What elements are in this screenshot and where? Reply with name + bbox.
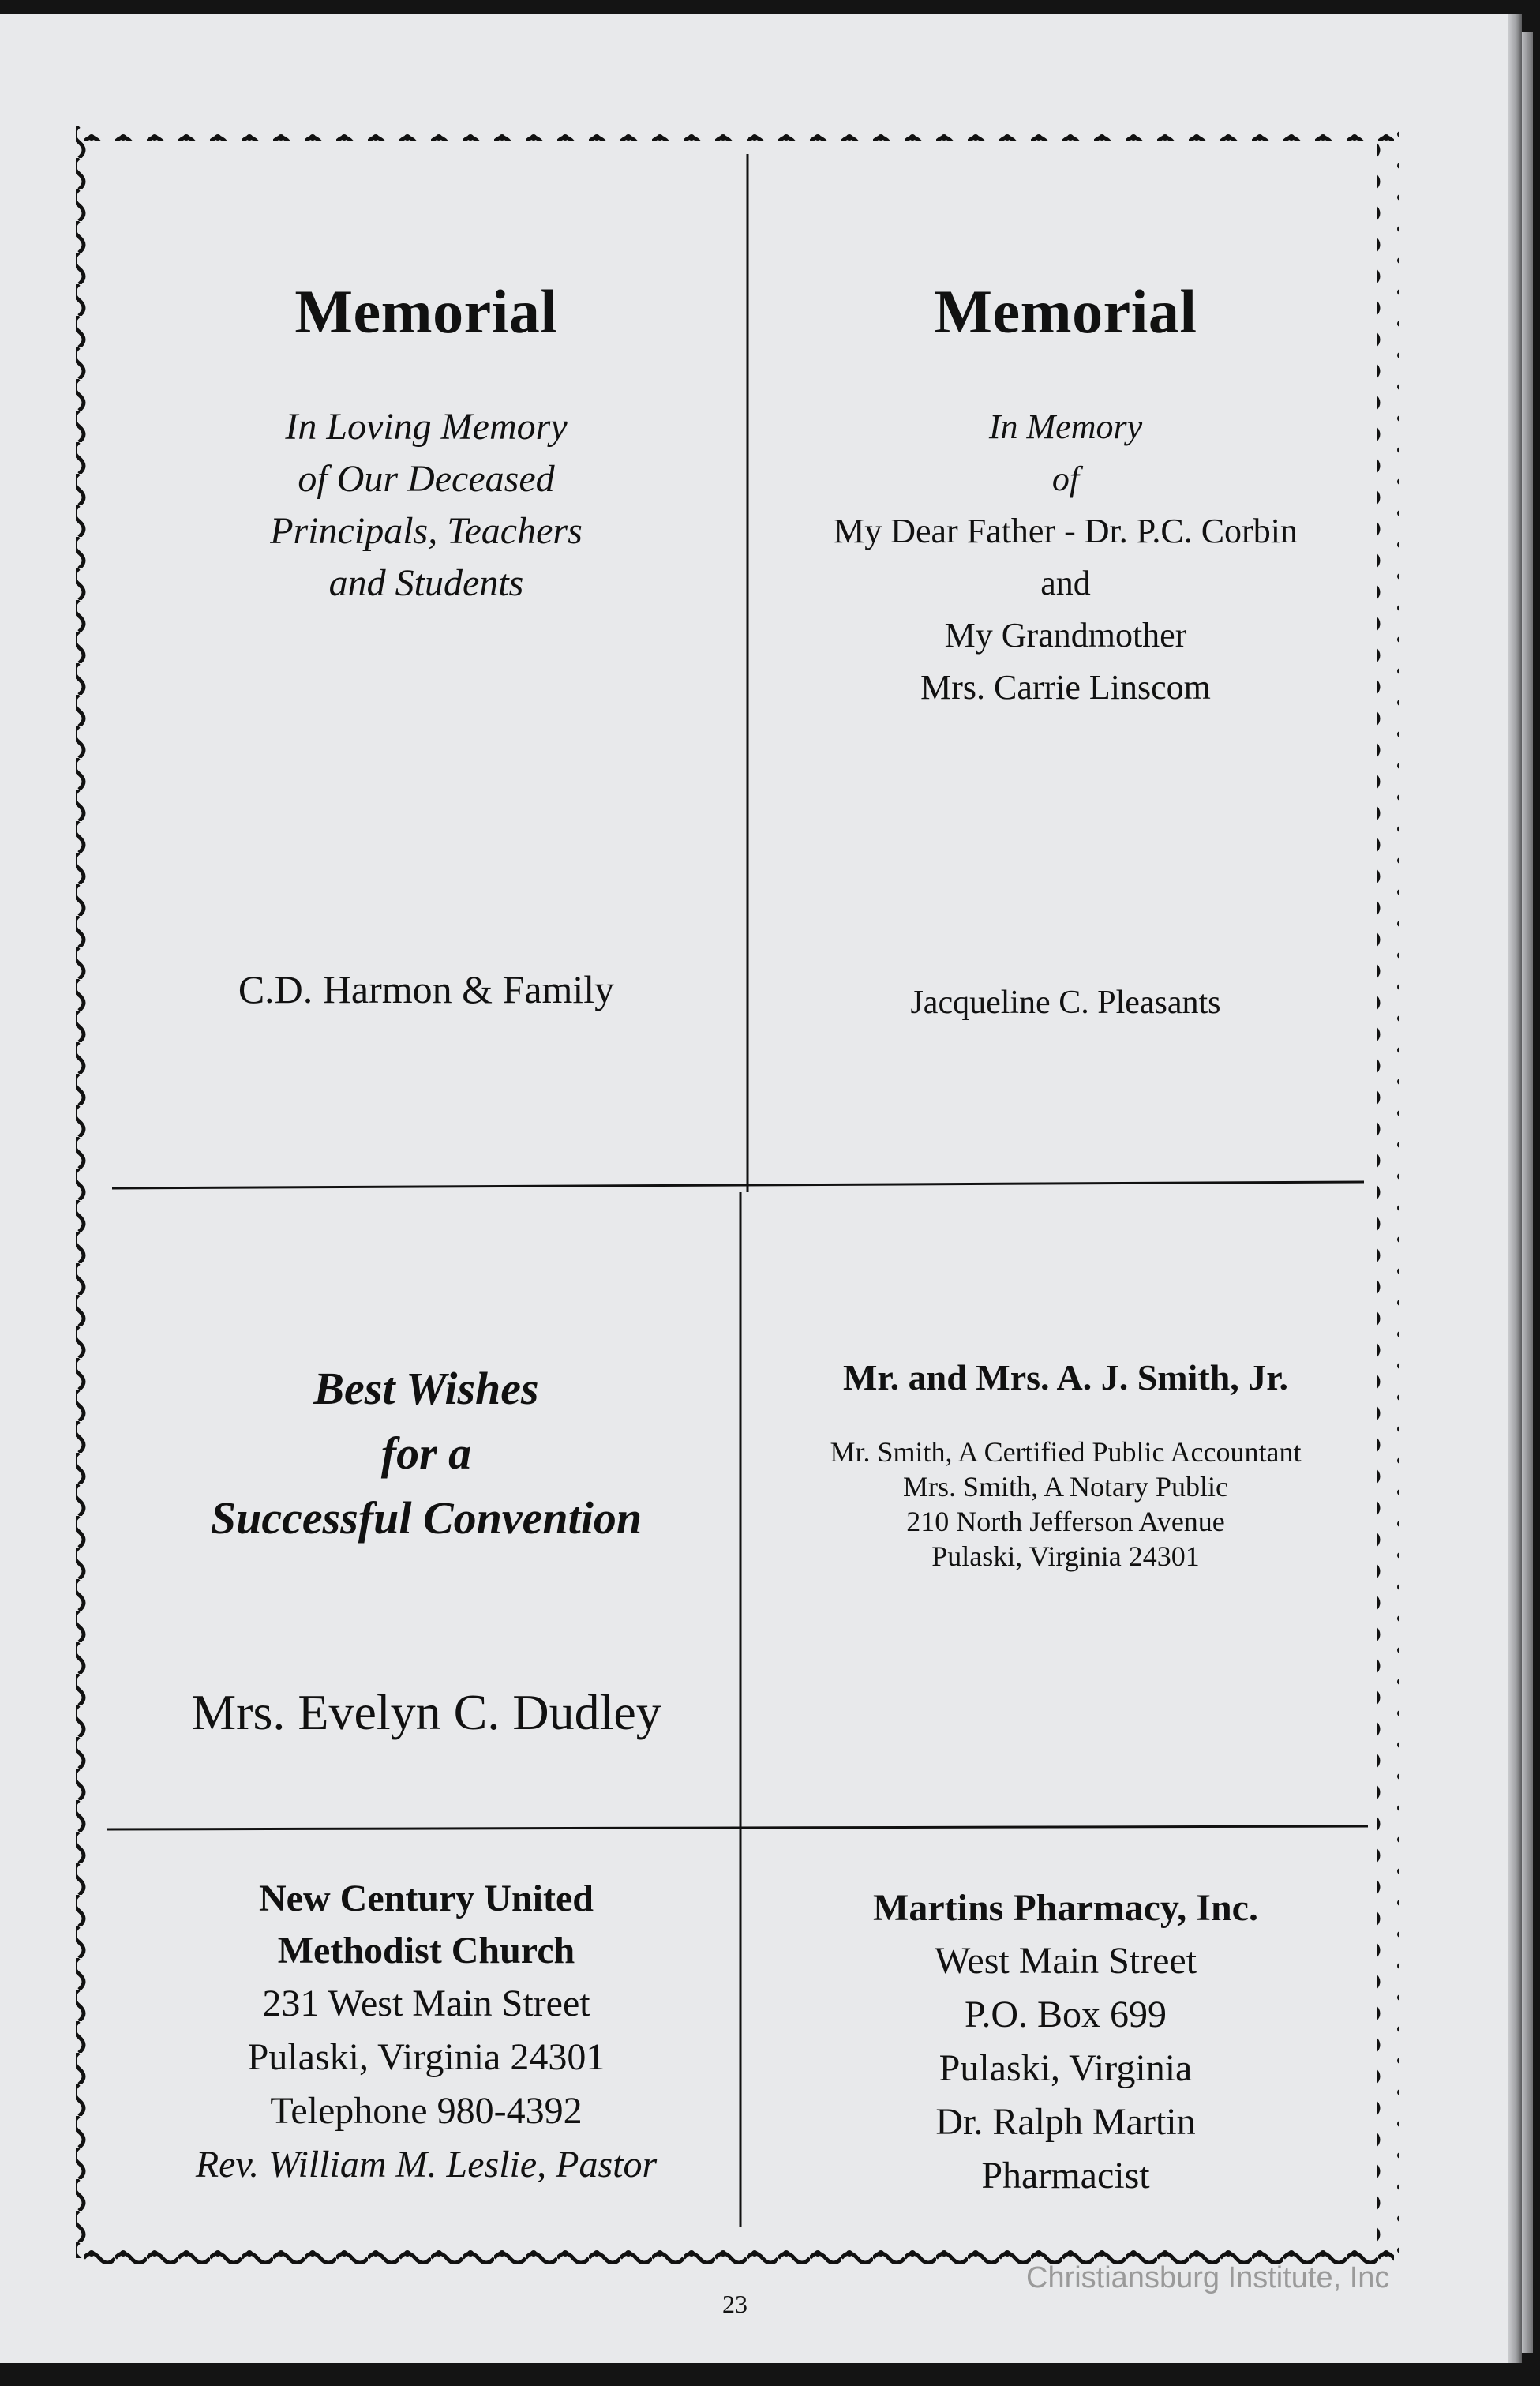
memorial-line: In Memory bbox=[988, 407, 1143, 446]
ad-line: Mr. Smith, A Certified Public Accountant bbox=[830, 1436, 1302, 1468]
memorial-line: In Loving Memory bbox=[285, 406, 568, 448]
wishes-line: Best Wishes bbox=[313, 1363, 539, 1414]
memorial-line: and Students bbox=[328, 562, 524, 604]
church-line: 231 West Main Street bbox=[262, 1983, 590, 2024]
ad-line: 210 North Jefferson Avenue bbox=[906, 1506, 1225, 1537]
pharmacy-line: Pharmacist bbox=[981, 2155, 1150, 2197]
memorial-line: of bbox=[1051, 460, 1080, 498]
heading: Memorial bbox=[294, 277, 558, 346]
pharmacy-ad bbox=[758, 1882, 1373, 2203]
divider-horizontal-2 bbox=[107, 1826, 1368, 1829]
church-name: New Century United bbox=[259, 1878, 594, 1919]
memorial-line: My Dear Father - Dr. P.C. Corbin bbox=[834, 512, 1298, 550]
pharmacy-line: West Main Street bbox=[934, 1940, 1197, 1982]
border-right bbox=[1377, 126, 1399, 2258]
church-name: Methodist Church bbox=[277, 1930, 575, 1971]
memorial-line: Mrs. Carrie Linscom bbox=[920, 668, 1211, 707]
wishes-line: for a bbox=[380, 1427, 472, 1479]
pastor-line: Rev. William M. Leslie, Pastor bbox=[195, 2144, 658, 2185]
heading: Memorial bbox=[934, 277, 1197, 346]
border-left bbox=[76, 126, 98, 2258]
memorial-line: and bbox=[1040, 564, 1091, 602]
memorial-line: of Our Deceased bbox=[298, 458, 555, 500]
pharmacy-line: Dr. Ralph Martin bbox=[935, 2101, 1196, 2143]
smith-ad bbox=[758, 1356, 1373, 1574]
memorial-line: Principals, Teachers bbox=[270, 510, 583, 552]
pharmacy-line: Pulaski, Virginia bbox=[939, 2047, 1193, 2089]
ad-line: Mrs. Smith, A Notary Public bbox=[902, 1471, 1229, 1503]
page-number: 23 bbox=[722, 2290, 748, 2318]
memorial-line: My Grandmother bbox=[944, 616, 1187, 655]
signature: C.D. Harmon & Family bbox=[238, 967, 615, 1011]
memorial-harmon bbox=[118, 276, 734, 1012]
watermark: Christiansburg Institute, Inc bbox=[1026, 2261, 1390, 2294]
signature: Jacqueline C. Pleasants bbox=[910, 985, 1221, 1021]
church-line: Telephone 980-4392 bbox=[270, 2090, 583, 2132]
heading: Mr. and Mrs. A. J. Smith, Jr. bbox=[843, 1357, 1288, 1397]
wishes-line: Successful Convention bbox=[210, 1492, 643, 1544]
signature: Mrs. Evelyn C. Dudley bbox=[191, 1684, 661, 1740]
church-ad bbox=[118, 1873, 734, 2192]
divider-horizontal-1 bbox=[112, 1182, 1364, 1188]
memorial-corbin bbox=[758, 276, 1373, 1022]
best-wishes-dudley bbox=[118, 1356, 734, 1742]
pharmacy-name: Martins Pharmacy, Inc. bbox=[873, 1887, 1258, 1929]
pharmacy-line: P.O. Box 699 bbox=[964, 1994, 1167, 2035]
border-top bbox=[84, 120, 1394, 141]
church-line: Pulaski, Virginia 24301 bbox=[247, 2036, 605, 2078]
ad-line: Pulaski, Virginia 24301 bbox=[931, 1540, 1200, 1572]
